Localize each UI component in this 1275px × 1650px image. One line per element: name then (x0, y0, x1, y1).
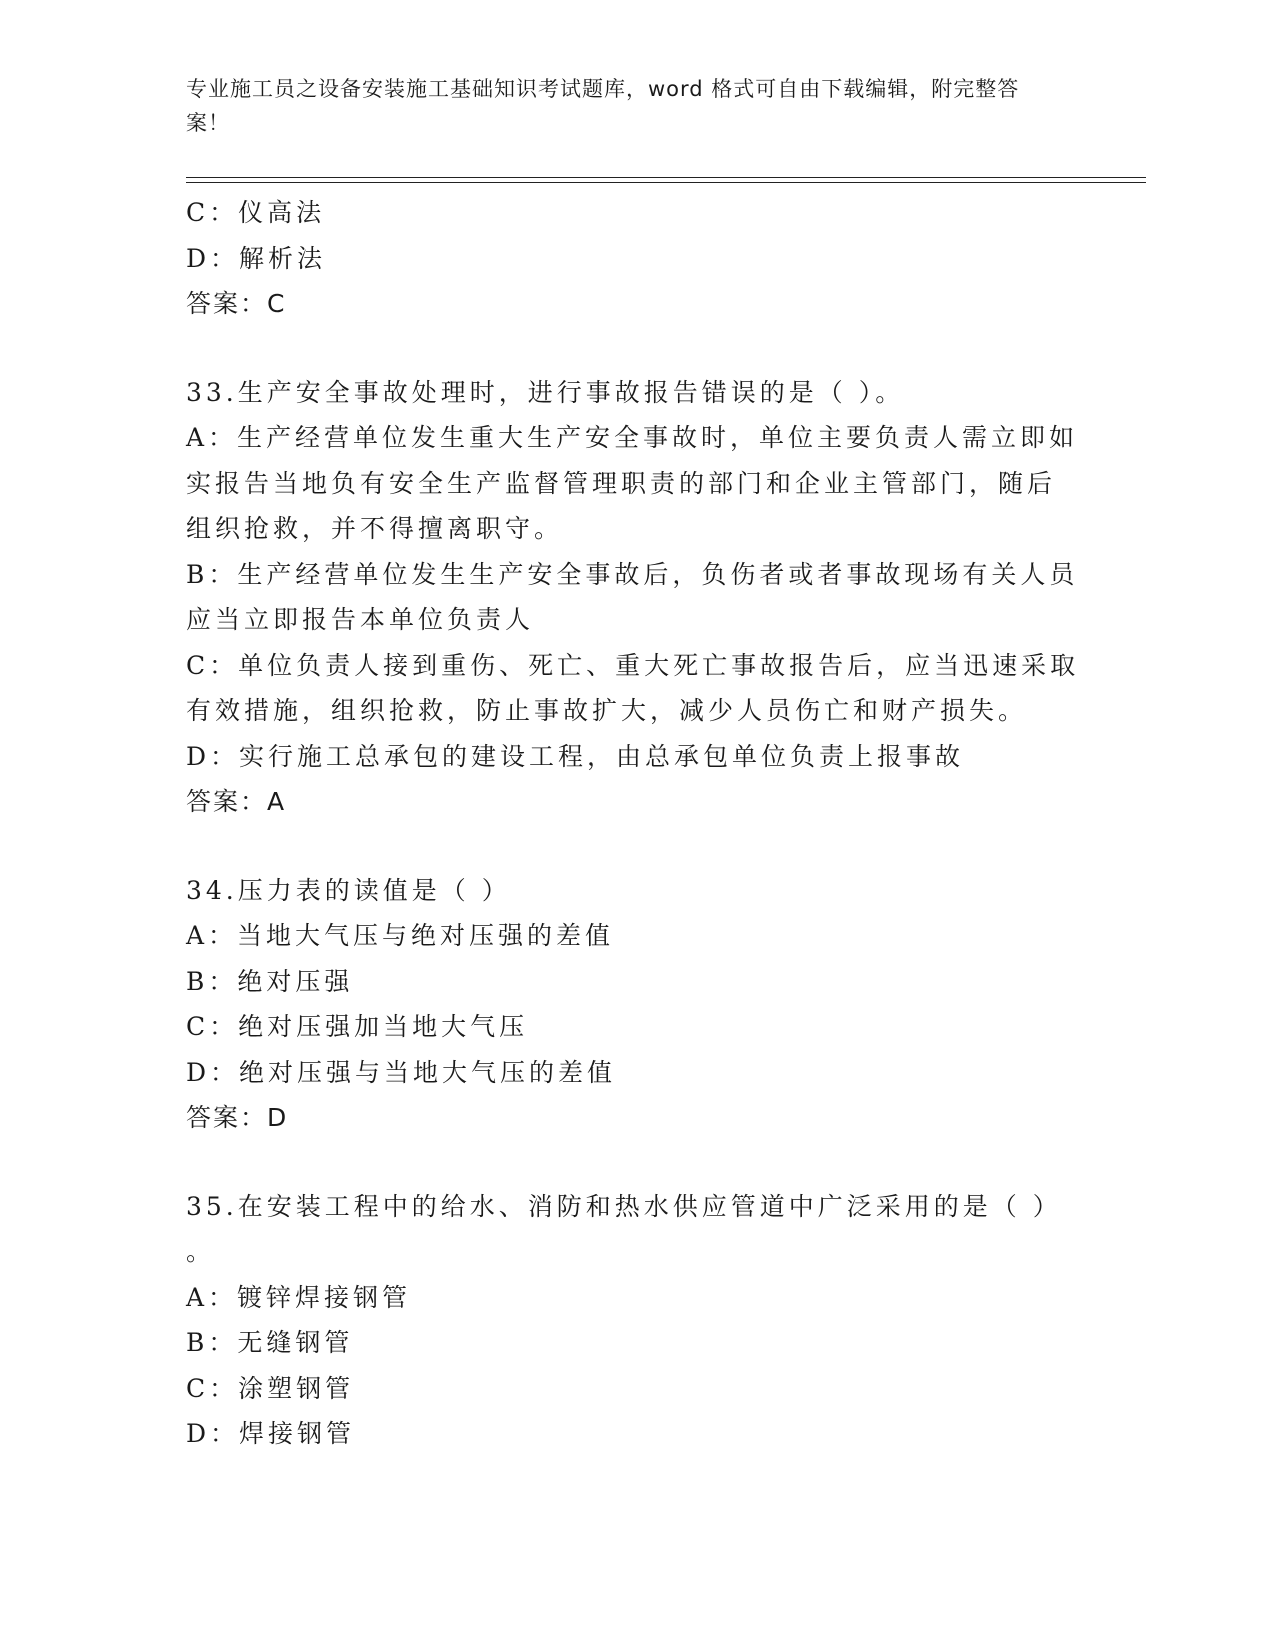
option-line: B：生产经营单位发生生产安全事故后，负伤者或者事故现场有关人员 (186, 559, 1079, 589)
question-stem: 33.生产安全事故处理时，进行事故报告错误的是（ ）。 (186, 377, 905, 407)
block-spacer (186, 327, 1086, 370)
option-line: D：实行施工总承包的建设工程，由总承包单位负责上报事故 (186, 741, 965, 771)
header-divider-top (186, 177, 1146, 178)
question-stem: 34.压力表的读值是（ ） (186, 875, 511, 905)
header-divider-bottom (186, 182, 1146, 183)
option-line: C：单位负责人接到重伤、死亡、重大死亡事故报告后，应当迅速采取 (186, 650, 1080, 680)
question-block (186, 868, 1086, 1141)
option-line: B：绝对压强 (186, 966, 354, 996)
option-line: 有效措施，组织抢救，防止事故扩大，减少人员伤亡和财产损失。 (186, 696, 1028, 725)
question-content (186, 190, 1086, 1457)
option-line: 实报告当地负有安全生产监督管理职责的部门和企业主管部门，随后 (186, 468, 1057, 498)
option-line: D：焊接钢管 (186, 1419, 356, 1448)
block-spacer (186, 825, 1086, 868)
document-header: 专业施工员之设备安装施工基础知识考试题库，word 格式可自由下载编辑，附完整答案！ (186, 77, 1020, 135)
option-line: D：绝对压强与当地大气压的差值 (186, 1057, 617, 1087)
answer-line: 答案：C (186, 289, 287, 318)
option-line: C：仪高法 (186, 198, 326, 227)
option-line: A：镀锌焊接钢管 (186, 1282, 412, 1312)
answer-line: 答案：D (186, 1103, 289, 1132)
question-block (186, 1184, 1086, 1457)
option-line: 应当立即报告本单位负责人 (186, 605, 535, 634)
option-line: C：涂塑钢管 (186, 1373, 355, 1403)
option-line: 组织抢救，并不得擅离职守。 (186, 514, 564, 543)
question-stem-continued: 。 (186, 1237, 216, 1266)
option-line: B：无缝钢管 (186, 1328, 354, 1357)
option-line: D：解析法 (186, 243, 327, 273)
question-stem: 35.在安装工程中的给水、消防和热水供应管道中广泛采用的是（ ） (186, 1191, 1062, 1221)
option-line: A：生产经营单位发生重大生产安全事故时，单位主要负责人需立即如 (186, 423, 1079, 452)
block-spacer (186, 1141, 1086, 1184)
option-line: A：当地大气压与绝对压强的差值 (186, 921, 615, 950)
option-line: C：绝对压强加当地大气压 (186, 1012, 529, 1041)
answer-line: 答案：A (186, 787, 287, 816)
question-block (186, 190, 1086, 327)
question-block (186, 370, 1086, 825)
